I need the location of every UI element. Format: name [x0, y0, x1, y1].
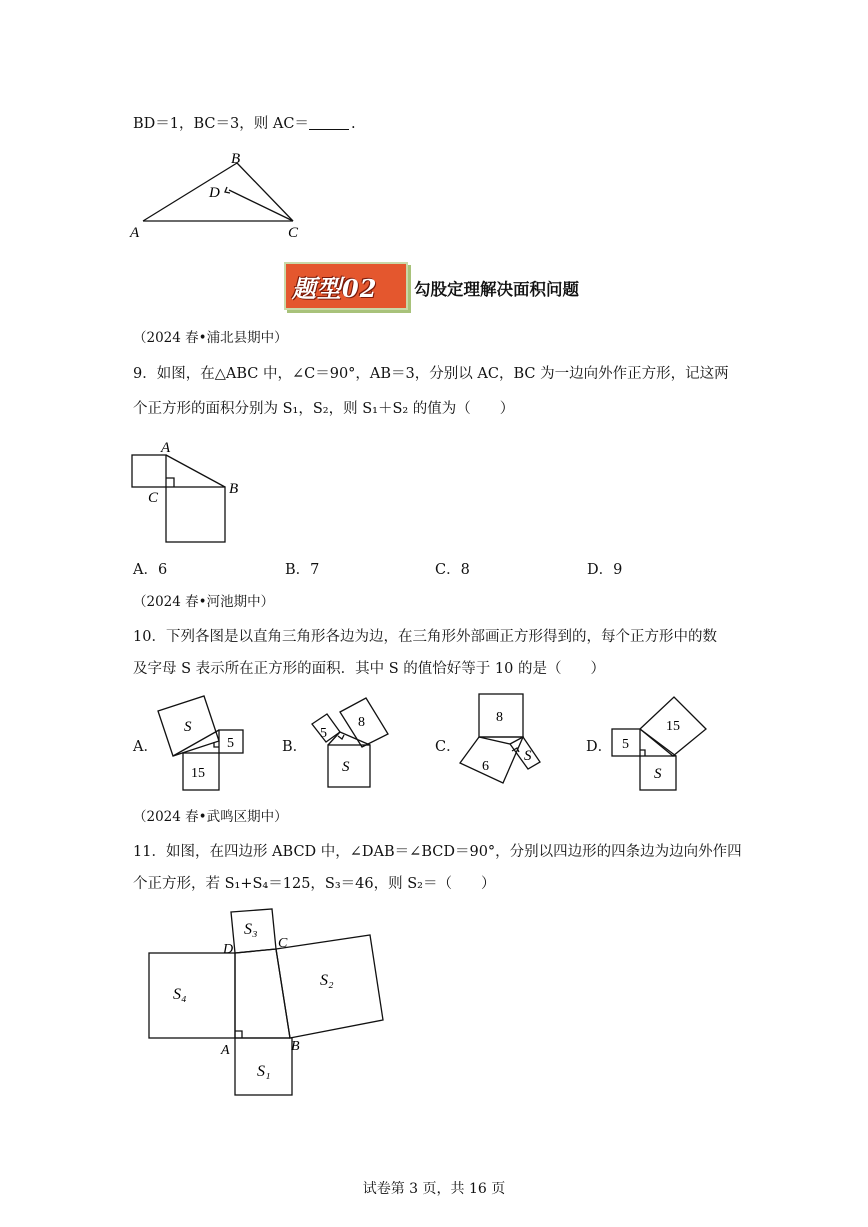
q8-condition: BD＝1，BC＝3，则 AC＝ . — [133, 116, 356, 132]
q10-figure-b — [302, 688, 402, 798]
label-D: D — [223, 942, 234, 957]
q9-option-c[interactable]: C．8 — [435, 562, 470, 578]
label-B: B — [231, 151, 241, 167]
square-label: 8 — [358, 715, 365, 730]
q9-option-d[interactable]: D．9 — [587, 562, 623, 578]
label-C: C — [278, 936, 288, 951]
q8-triangle-figure — [125, 145, 315, 245]
q9-figure — [125, 438, 265, 548]
square-label: S — [654, 766, 662, 782]
label-C: C — [148, 490, 159, 506]
square-label: 6 — [482, 759, 489, 774]
area-label-s3: S₃ — [244, 921, 258, 938]
q10-line1: 10．下列各图是以直角三角形各边为边，在三角形外部画正方形得到的，每个正方形中的数 — [133, 629, 717, 645]
q9-line1: 9．如图，在△ABC 中，∠C＝90°，AB＝3，分别以 AC，BC 为一边向外作正方形，记这两 — [133, 366, 729, 382]
label-C: C — [288, 225, 299, 241]
q10-figure-c — [455, 688, 555, 808]
label-A: A — [130, 225, 140, 241]
q10-figure-a — [152, 688, 252, 798]
section-badge — [284, 262, 408, 310]
q11-line1: 11．如图，在四边形 ABCD 中，∠DAB＝∠BCD＝90°，分别以四边形的四条边为边向外作四 — [133, 844, 742, 860]
square-label: S — [342, 759, 350, 775]
q10-figure-d — [606, 688, 716, 798]
section-badge-text: 题型02 — [292, 274, 378, 303]
label-A: A — [161, 440, 171, 456]
label-A: A — [221, 1043, 230, 1058]
area-label-s2: S₂ — [320, 972, 334, 989]
square-label: 8 — [496, 710, 503, 725]
section-title: 勾股定理解决面积问题 — [414, 280, 579, 299]
q10-option-a[interactable]: A． — [133, 739, 158, 755]
square-label: 15 — [666, 719, 680, 734]
q9-line2: 个正方形的面积分别为 S₁，S₂，则 S₁＋S₂ 的值为（ ） — [133, 401, 515, 417]
label-B: B — [229, 481, 239, 497]
square-label: 5 — [227, 736, 234, 751]
q11-figure — [140, 900, 390, 1105]
square-label: S — [524, 748, 532, 764]
q9-option-b[interactable]: B．7 — [285, 562, 320, 578]
area-label-s4: S₄ — [173, 986, 187, 1003]
square-label: 15 — [191, 766, 205, 781]
square-label: S — [184, 719, 192, 735]
q10-option-b[interactable]: B． — [282, 739, 308, 755]
q10-source: （2024 春•河池期中） — [133, 594, 275, 610]
square-label: 5 — [622, 737, 629, 752]
answer-blank[interactable] — [309, 115, 349, 130]
q11-line2: 个正方形，若 S₁+S₄＝125，S₃＝46，则 S₂＝（ ） — [133, 876, 496, 892]
square-label: 5 — [320, 726, 327, 741]
label-B: B — [291, 1039, 300, 1054]
q9-option-a[interactable]: A．6 — [133, 562, 168, 578]
q11-source: （2024 春•武鸣区期中） — [133, 809, 288, 825]
label-D: D — [209, 185, 220, 201]
area-label-s1: S₁ — [257, 1063, 271, 1080]
page-footer: 试卷第 3 页，共 16 页 — [362, 1181, 506, 1197]
q9-source: （2024 春•浦北县期中） — [133, 330, 288, 346]
q10-line2: 及字母 S 表示所在正方形的面积．其中 S 的值恰好等于 10 的是（ ） — [133, 661, 605, 677]
q10-option-c[interactable]: C． — [435, 739, 461, 755]
q10-option-d[interactable]: D． — [586, 739, 613, 755]
